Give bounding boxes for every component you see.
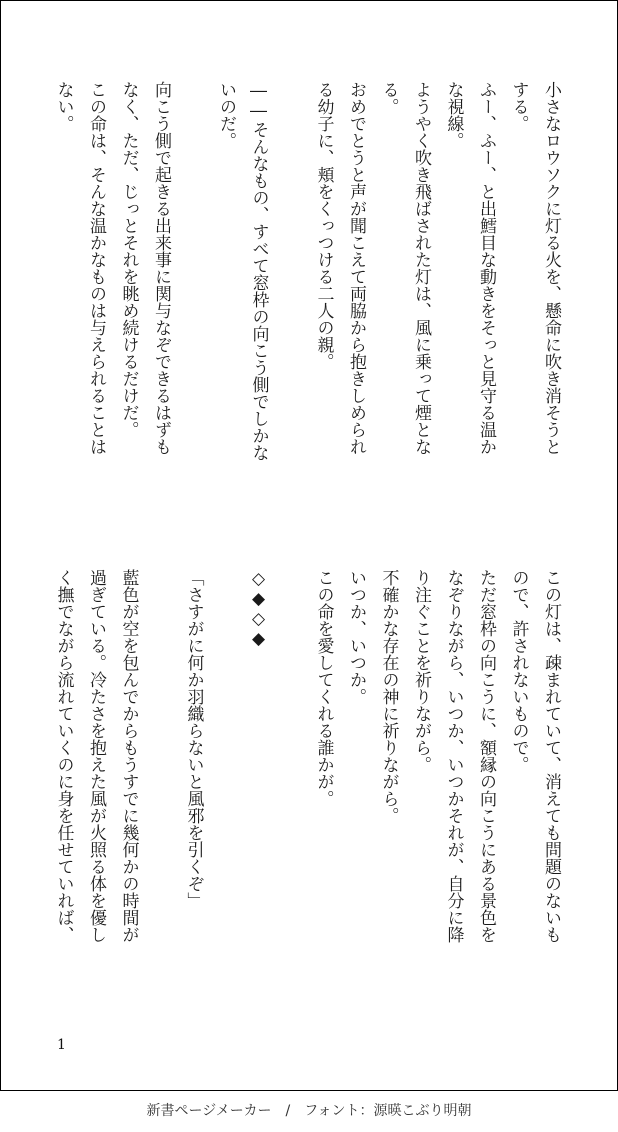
blank-line (177, 81, 210, 521)
text-line: る幼子に、頬をくっつける二人の親。 (313, 81, 334, 370)
text-line: な視線。 (443, 81, 464, 149)
page-number: 1 (57, 1037, 66, 1053)
text-line: この命は、そんな温かなものは与えられることは (86, 81, 106, 455)
text-line: く撫でながら流れていくのに身を任せていれば、 (53, 569, 74, 943)
text-line: いつか、いつか。 (346, 569, 366, 705)
text-line: 小さなロウソクに灯る火を、懸命に吹き消そうと (541, 81, 561, 455)
text-line: り注ぐことを祈りながら。 (411, 569, 431, 773)
text-line: ので、許されないもので。 (508, 569, 529, 773)
text-line: る。 (378, 81, 399, 115)
text-line: いのだ。 (216, 81, 236, 149)
text-line: この命を愛してくれる誰かが。 (313, 569, 334, 807)
text-line: なぞりながら、いつか、いつかそれが、自分に降 (443, 569, 464, 943)
text-line: おめでとうと声が聞こえて両脇から抱きしめられ (346, 81, 366, 455)
text-block-lower (47, 569, 567, 1009)
text-line: 向こう側で起きる出来事に関与なぞできるはずも (151, 81, 171, 455)
blank-line (145, 569, 178, 1009)
text-line: ようやく吹き飛ばされた灯は、風に乗って煙とな (411, 81, 431, 455)
text-line: ふー、ふー、と出鱈目な動きをそっと見守る温か (476, 81, 496, 455)
text-line: ――そんなもの、すべて窓枠の向こう側でしかな (248, 81, 269, 461)
text-line: ない。 (53, 81, 74, 132)
blank-line (275, 569, 308, 1009)
blank-line (275, 81, 308, 521)
text-line: ただ窓枠の向こうに、額縁の向こうにある景色を (476, 569, 496, 943)
scene-break: ◇◆◇◆ (248, 569, 269, 649)
text-line: 過ぎている。冷たさを抱えた風が火照る体を優し (86, 569, 106, 943)
footer-credit: 新書ページメーカー / フォント：源暎こぶり明朝 (146, 1103, 472, 1119)
dialogue-line: 「さすがに何か羽織らないと風邪を引くぞ」 (183, 569, 204, 909)
text-line: 藍色が空を包んでからもうすでに幾何かの時間が (118, 569, 139, 943)
text-line: なく、ただ、じっとそれを眺め続けるだけだ。 (118, 81, 139, 438)
text-block-upper (47, 81, 567, 521)
text-line: 不確かな存在の神に祈りながら。 (378, 569, 399, 824)
text-line: この灯は、疎まれていて、消えても問題のないも (541, 569, 561, 943)
text-line: する。 (508, 81, 529, 132)
blank-line (210, 569, 243, 1009)
